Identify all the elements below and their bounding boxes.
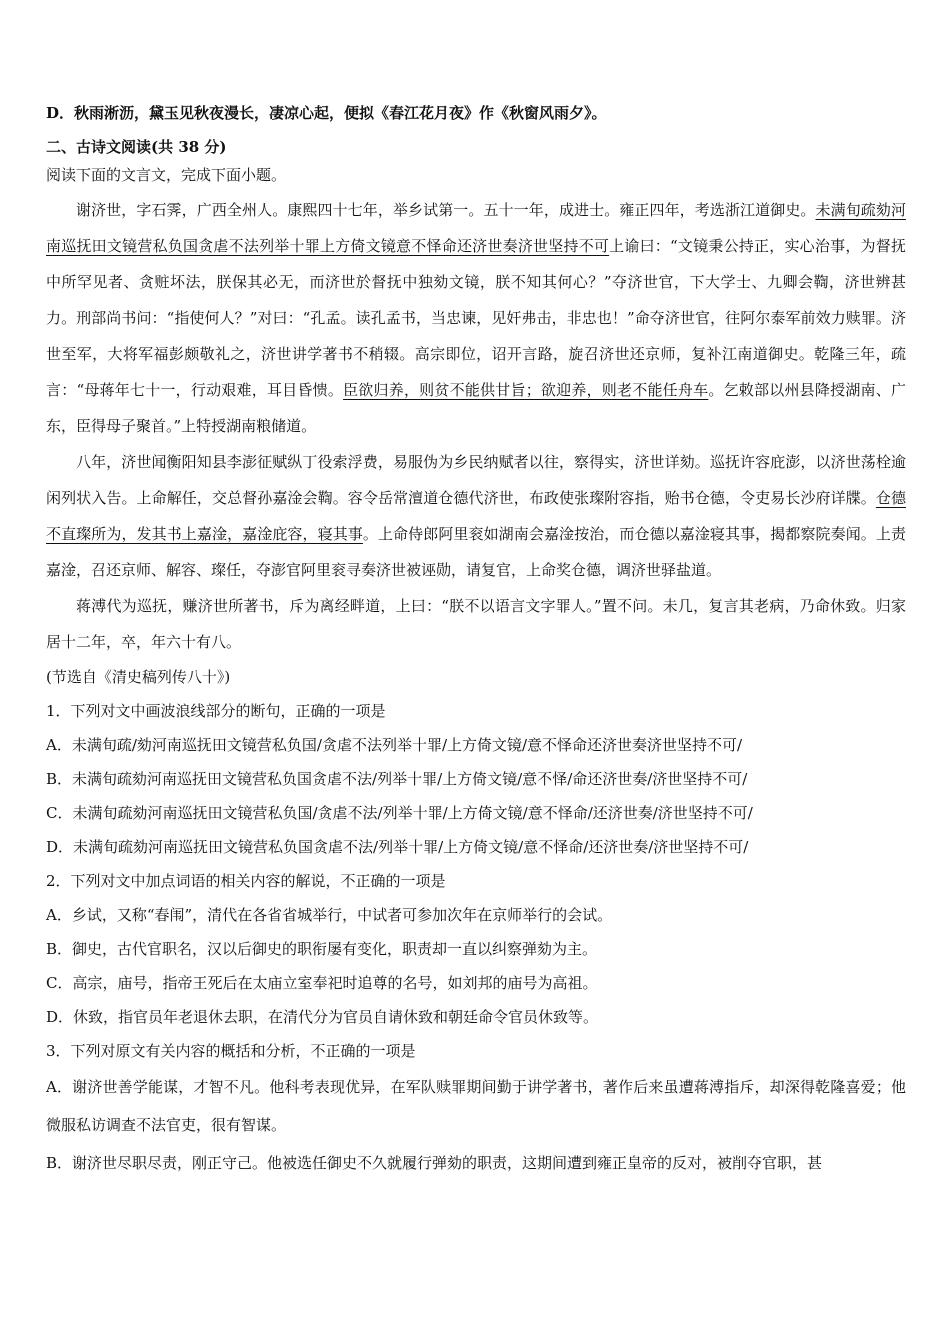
wavy-underlined-text: 未满旬疏劾河南巡抚田文镜营私负国贪虐不法列举十罪上方倚文镜意不怿命还济世奏济世坚持不可 <box>46 201 906 255</box>
question-stem: 3．下列对原文有关内容的概括和分析，不正确的一项是 <box>46 1042 416 1060</box>
underlined-text: 臣欲归养，则贫不能供甘旨；欲迎养，则老不能任舟车 <box>343 381 709 399</box>
option-b: B．未满旬疏劾河南巡抚田文镜营私负国贪虐不法/列举十罪/上方倚文镜/意不怿/命还济世奏/济世坚持不可/ <box>46 770 748 788</box>
option-a: A．谢济世善学能谋，才智不凡。他科考表现优异，在军队赎罪期间勤于讲学著书，著作后来虽遭蒋溥指斥，却深得乾隆喜爱；他微服私访调查不法官吏，很有智谋。 <box>46 1078 906 1134</box>
option-a: A．未满旬疏/劾河南巡抚田文镜营私负国/贪虐不法列举十罪/上方倚文镜/意不怿命还济世奏济世坚持不可/ <box>46 736 743 754</box>
passage-text: 八年，济世闻衡阳知县李澎征赋纵丁役索浮费，易服伪为乡民纳赋者以往，察得实，济世详劾。巡抚许容庇澎，以济世荡栓逾闲列状入告。上命解任，交总督孙嘉淦会鞫。容令岳常澶道仓德代济世，布政使张璨附容指，贻书仓德，令吏易长沙府详牒。 <box>46 453 906 507</box>
document-page <box>46 96 906 1182</box>
option-d: D．休致，指官员年老退休去职，在清代分为官员自请休致和朝廷命令官员休致等。 <box>46 1008 599 1026</box>
passage-paragraph-3: 蒋溥代为巡抚，赚济世所著书，斥为离经畔道，上曰：“朕不以语言文字罪人。”置不问。未几，复言其老病，乃命休致。归家居十二年，卒，年六十有八。 <box>46 597 906 651</box>
previous-question-option-d: D．秋雨淅沥，黛玉见秋夜漫长，凄凉心起，便拟《春江花月夜》作《秋窗风雨夕》。 <box>46 104 607 122</box>
question-stem: 1．下列对文中画波浪线部分的断句，正确的一项是 <box>46 702 386 720</box>
passage-source: (节选自《清史稿列传八十》) <box>46 668 231 686</box>
passage-text: 上谕曰：“文镜秉公持正，实心治事，为督抚中所罕见者、贪赃坏法，朕保其必无，而济世於督抚中独劾文镜，朕不知其何心？”夺济世官，下大学士、九卿会鞫，济世辨甚力。刑部尚书问：“指使何人？”对曰：“孔孟。读孔孟书，当忠谏，见奸弗击，非忠也！”命夺济世官，往阿尔泰军前效力赎罪。济世至军，大将军福彭颇敬礼之，济世讲学著书不稍辍。高宗即位，诏开言路，旋召济世还京师，复补江南道御史。乾隆三年，疏言：“母蒋年七十一，行动艰难，耳目昏愦。 <box>46 237 906 399</box>
section-title: 二、古诗文阅读(共 38 分) <box>46 138 227 156</box>
passage-text: 。上命侍郎阿里衮如湖南会嘉淦按治，而仓德以嘉淦寝其事，揭都察院奏闻。上责嘉淦，召还京师、解容、璨任，夺澎官阿里衮寻奏济世被诬勋，请复官，上命奖仓德，调济世驿盐道。 <box>46 525 906 579</box>
option-b: B．谢济世尽职尽责，刚正守己。他被选任御史不久就履行弹劾的职责，这期间遭到雍正皇帝的反对，被削夺官职，甚 <box>46 1154 823 1172</box>
option-d: D．未满旬疏劾河南巡抚田文镜营私负国贪虐不法/列举十罪/上方倚文镜/意不怿命/还济世奏/济世坚持不可/ <box>46 838 749 856</box>
option-a: A．乡试，又称“春闱”，清代在各省省城举行，中试者可参加次年在京师举行的会试。 <box>46 906 613 924</box>
question-3 <box>46 1034 906 1182</box>
underlined-text: 仓德不直璨所为，发其书上嘉淦，嘉淦庇容，寝其事 <box>46 489 906 543</box>
passage-text: 谢济世，字石霁，广西全州人。康熙四十七年，举乡试第一。五十一年，成进士。雍正四年，考选浙江道御史。 <box>76 201 816 219</box>
passage-paragraph-2 <box>46 444 906 588</box>
passage-text: 。乞敕部以州县降授湖南、广东，臣得母子聚首。”上特授湖南粮储道。 <box>46 381 906 435</box>
question-2 <box>46 864 906 1034</box>
question-1 <box>46 694 906 864</box>
question-stem: 2．下列对文中加点词语的相关内容的解说，不正确的一项是 <box>46 872 446 890</box>
option-c: C．未满旬疏劾河南巡抚田文镜营私负国/贪虐不法/列举十罪/上方倚文镜/意不怿命/还济世奏/济世坚持不可/ <box>46 804 753 822</box>
instruction: 阅读下面的文言文，完成下面小题。 <box>46 166 287 184</box>
option-c: C．高宗，庙号，指帝王死后在太庙立室奉祀时追尊的名号，如刘邦的庙号为高祖。 <box>46 974 598 992</box>
option-b: B．御史，古代官职名，汉以后御史的职衔屡有变化，职责却一直以纠察弹劾为主。 <box>46 940 598 958</box>
passage-paragraph-1 <box>46 192 906 444</box>
